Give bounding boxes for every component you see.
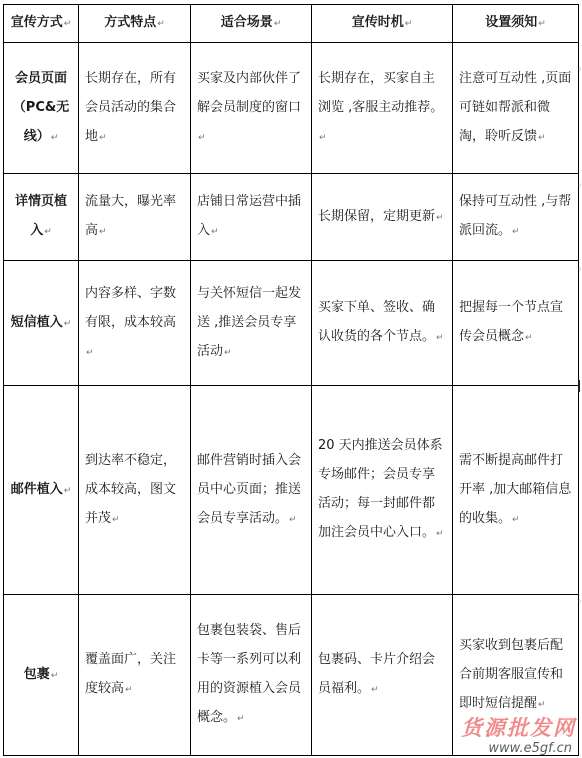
row-end-mark: ◦: [577, 265, 582, 274]
cell-method: 详情页植入↵: [4, 174, 79, 261]
row-end-mark: ◦: [577, 181, 582, 190]
cell-features: 长期存在，所有会员活动的集合地↵: [79, 43, 191, 174]
cell-method: 邮件植入↵: [4, 386, 79, 595]
cell-timing: 长期存在，买家自主浏览 ,客服主动推荐。↵: [312, 43, 453, 174]
table-row: [4, 261, 579, 386]
cell-notes: 买家收到包裹后配合前期客服宣传和即时短信提醒↵: [453, 595, 579, 756]
cell-features: 流量大，曝光率高↵: [79, 174, 191, 261]
cell-timing: 20 天内推送会员体系专场邮件；会员专享活动；每一封邮件都加注会员中心入口。↵: [312, 386, 453, 595]
watermark-url: www.e5gf.cn: [488, 741, 572, 756]
watermark-logo: 货源批发网: [461, 715, 576, 740]
cell-features: 内容多样、字数有限，成本较高↵: [79, 261, 191, 386]
cell-scenario: 店铺日常运营中插入↵: [191, 174, 312, 261]
header-features: 方式特点↵: [79, 5, 191, 43]
row-end-mark: ◦: [577, 597, 582, 606]
cell-features: 覆盖面广，关注度较高↵: [79, 595, 191, 756]
cell-method: 包裹↵: [4, 595, 79, 756]
header-method: 宣传方式↵: [4, 5, 79, 43]
cell-scenario: 包裹包装袋、售后卡等一系列可以利用的资源植入会员概念。↵: [191, 595, 312, 756]
cell-scenario: 买家及内部伙伴了解会员制度的窗口↵: [191, 43, 312, 174]
table-header-row: [4, 5, 579, 43]
table-row: [4, 43, 579, 174]
cell-method: 短信植入↵: [4, 261, 79, 386]
cell-notes: 把握每一个节点宣传会员概念↵: [453, 261, 579, 386]
cell-notes: 保持可互动性 ,与帮派回流。↵: [453, 174, 579, 261]
cell-scenario: 与关怀短信一起发送 ,推送会员专享活动↵: [191, 261, 312, 386]
table-row: [4, 174, 579, 261]
cell-timing: 包裹码、卡片介绍会员福利。↵: [312, 595, 453, 756]
cell-method: 会员页面（PC&无线）↵: [4, 43, 79, 174]
cell-features: 到达率不稳定，成本较高，图文并茂↵: [79, 386, 191, 595]
row-end-mark: ◦: [577, 65, 582, 74]
promo-methods-table: [3, 4, 582, 756]
header-notes: 设置须知↵: [453, 5, 579, 43]
cell-scenario: 邮件营销时插入会员中心页面；推送会员专享活动。↵: [191, 386, 312, 595]
header-scenario: 适合场景↵: [191, 5, 312, 43]
cell-timing: 买家下单、签收、确认收货的各个节点。↵: [312, 261, 453, 386]
cell-notes: 需不断提高邮件打开率 ,加大邮箱信息的收集。↵: [453, 386, 579, 595]
header-timing: 宣传时机↵: [312, 5, 453, 43]
cell-notes: 注意可互动性 ,页面可链如帮派和微淘，聆听反馈↵: [453, 43, 579, 174]
cell-timing: 长期保留，定期更新↵: [312, 174, 453, 261]
text-cursor: [578, 380, 580, 392]
table-row: [4, 386, 579, 595]
